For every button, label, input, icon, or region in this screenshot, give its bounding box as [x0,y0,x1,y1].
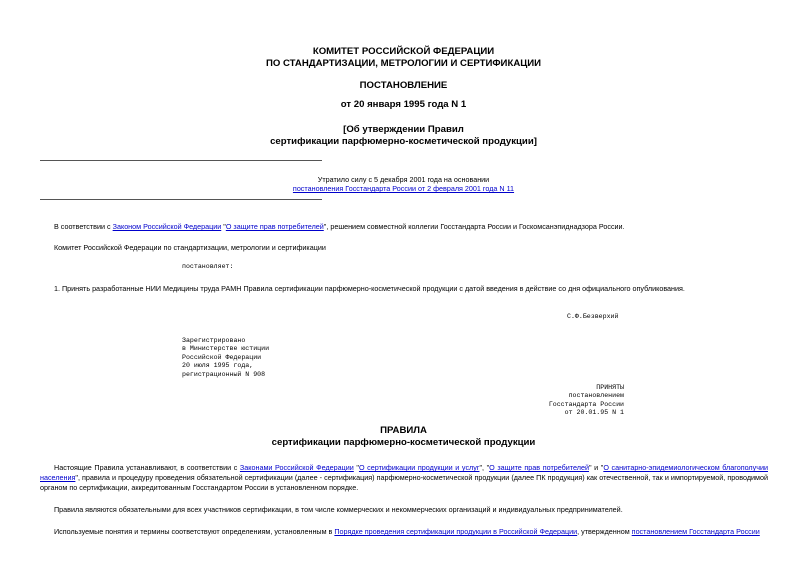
rules-paragraph-3 [40,527,768,536]
rules-title: ПРАВИЛА [380,425,427,436]
signature: С.Ф.Безверхий [567,313,619,320]
rules-paragraph-1 [40,463,768,494]
para3-middle: , утвержденном [577,527,632,536]
certification-law-link[interactable]: О сертификации продукции и услуг [358,463,480,472]
para1-prefix: Настоящие Правила устанавливают, в соответствии с [54,463,240,472]
registration-line: Российской Федерации [182,353,262,361]
para3-prefix: Используемые понятия и термины соответствуют определениям, установленным в [54,527,335,536]
decrees-word: постановляет: [182,263,234,270]
sanitary-law-link[interactable]: О санитарно-эпидемиологическом благополучии населения [40,463,768,483]
preamble-prefix: В соответствии с [54,222,113,231]
gosstandart-decree-link[interactable]: постановлением Госстандарта России [631,527,760,536]
adopted-block [549,384,624,418]
status-text: Утратило силу с 5 декабря 2001 года на основании [317,175,490,184]
status-link-row [0,184,807,193]
preamble-suffix: ", решением совместной коллегии Госстандарта России и Госкомсанэпиднадзора России. [323,222,625,231]
doc-date-number: от 20 января 1995 года N 1 [340,99,467,110]
preamble [54,222,774,231]
certification-procedure-link[interactable]: Порядке проведения сертификации продукции в Российской Федерации [334,527,578,536]
registration-line: 20 июля 1995 года, [182,362,254,370]
registration-line: Зарегистрировано [182,337,246,344]
consumer-rights-link-2[interactable]: О защите прав потребителей [489,463,589,472]
adopted-line: ПРИНЯТЫ [596,384,624,391]
adopted-line: Госстандарта России [548,400,624,408]
doc-title-line2: сертификации парфюмерно-косметической продукции] [270,136,537,147]
header-committee-line2: ПО СТАНДАРТИЗАЦИИ, МЕТРОЛОГИИ И СЕРТИФИКАЦИИ [265,58,542,69]
rules-paragraph-2: Правила являются обязательными для всех участников сертификации, в том числе коммерческих и некоммерческих организаций и индивидуальных предпринимателей. [54,505,623,514]
divider-bottom [40,199,322,200]
para1-quote: ", " [479,463,490,472]
adopted-line: постановлением [568,392,624,400]
status-link[interactable]: постановления Госстандарта России от 2 февраля 2001 года N 11 [292,184,515,193]
doc-type: ПОСТАНОВЛЕНИЕ [359,80,448,91]
law-link[interactable]: Законом Российской Федерации [112,222,222,231]
registration-line: в Министерстве юстиции [182,345,270,353]
registration-line: регистрационный N 908 [182,370,266,378]
para1-quote: " [353,463,359,472]
consumer-rights-link[interactable]: О защите прав потребителей [225,222,324,231]
registration-block [182,337,269,379]
rules-subtitle: сертификации парфюмерно-косметической продукции [271,437,536,448]
divider-top [40,160,322,161]
preamble-quote: " [221,222,226,231]
item-1: 1. Принять разработанные НИИ Медицины труда РАМН Правила сертификации парфюмерно-косметической продукции с датой введения в действие со дня официального опубликования. [54,284,685,293]
doc-title-line1: [Об утверждении Правил [343,124,464,135]
para1-quote: " и " [588,463,604,472]
committee-line: Комитет Российской Федерации по стандартизации, метрологии и сертификации [54,243,326,252]
para1-suffix: ", правила и процедуру проведения обязательной сертификации (далее - сертификация) парфюмерно-косметической продукции (далее ПК продукция) как отечественной, так и импортируемой, проводимой органом по сертификации, аккредитованным Госстандартом России в установленном порядке. [40,473,768,493]
adopted-line: от 20.01.95 N 1 [564,409,624,417]
header-committee-line1: КОМИТЕТ РОССИЙСКОЙ ФЕДЕРАЦИИ [312,46,495,57]
laws-link[interactable]: Законами Российской Федерации [239,463,354,472]
